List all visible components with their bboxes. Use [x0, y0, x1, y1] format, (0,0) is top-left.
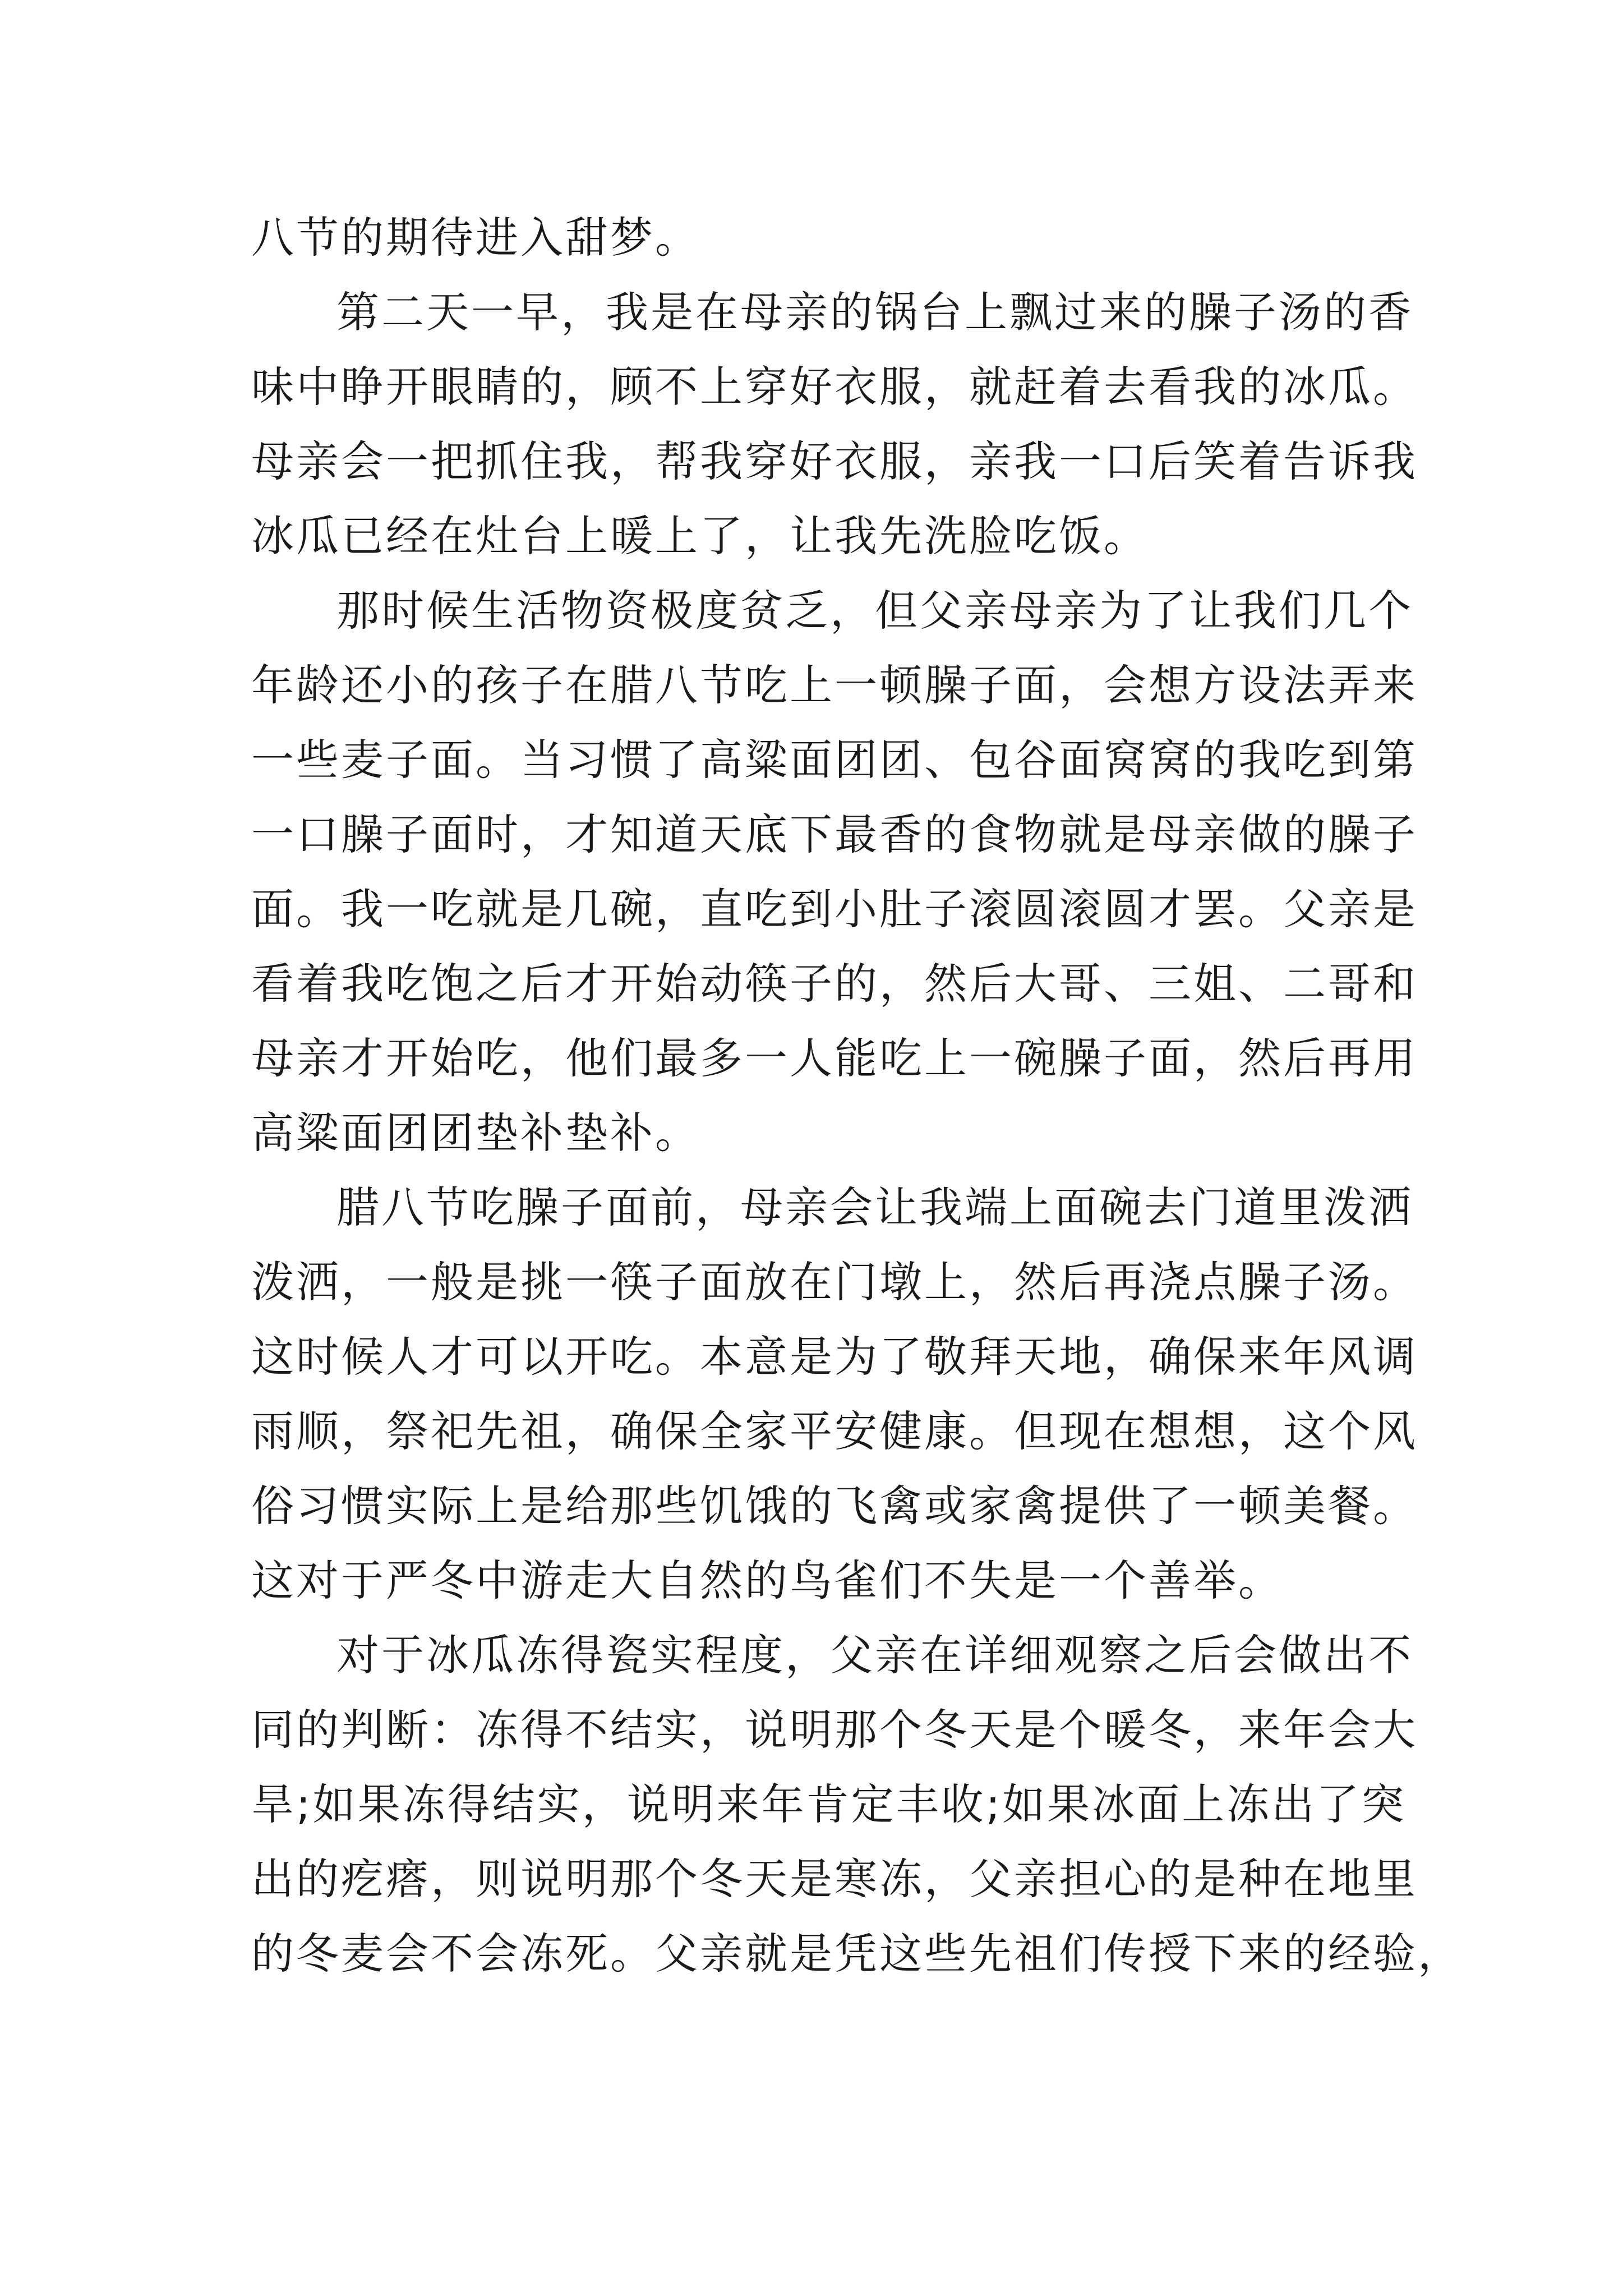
text-line: 对于冰瓜冻得瓷实程度，父亲在详细观察之后会做出不	[336, 1630, 1413, 1680]
text-line: 一些麦子面。当习惯了高粱面团团、包谷面窝窝的我吃到第	[251, 735, 1418, 785]
text-line: 看着我吃饱之后才开始动筷子的，然后大哥、三姐、二哥和	[251, 959, 1418, 1009]
text-line: 味中睁开眼睛的，顾不上穿好衣服，就赶着去看我的冰瓜。	[251, 362, 1418, 412]
text-line: 一口臊子面时，才知道天底下最香的食物就是母亲做的臊子	[251, 809, 1418, 859]
text-line: 面。我一吃就是几碗，直吃到小肚子滚圆滚圆才罢。父亲是	[251, 884, 1418, 934]
text-line: 腊八节吃臊子面前，母亲会让我端上面碗去门道里泼洒	[336, 1182, 1413, 1232]
text-line: 母亲会一把抓住我，帮我穿好衣服，亲我一口后笑着告诉我	[251, 436, 1418, 486]
text-line: 旱;如果冻得结实，说明来年肯定丰收;如果冰面上冻出了突	[251, 1779, 1407, 1829]
text-line: 俗习惯实际上是给那些饥饿的飞禽或家禽提供了一顿美餐。	[251, 1481, 1418, 1531]
text-line: 的冬麦会不会冻死。父亲就是凭这些先祖们传授下来的经验，	[251, 1929, 1463, 1978]
text-line: 冰瓜已经在灶台上暖上了，让我先洗脸吃饭。	[251, 511, 1149, 561]
text-line: 那时候生活物资极度贫乏，但父亲母亲为了让我们几个	[336, 586, 1413, 636]
text-line: 泼洒，一般是挑一筷子面放在门墩上，然后再浇点臊子汤。	[251, 1257, 1418, 1307]
text-line: 母亲才开始吃，他们最多一人能吃上一碗臊子面，然后再用	[251, 1033, 1418, 1083]
text-line: 第二天一早，我是在母亲的锅台上飘过来的臊子汤的香	[336, 287, 1413, 337]
text-line: 八节的期待进入甜梦。	[251, 213, 700, 263]
text-line: 出的疙瘩，则说明那个冬天是寒冻，父亲担心的是种在地里	[251, 1854, 1418, 1904]
text-line: 高粱面团团垫补垫补。	[251, 1108, 700, 1158]
text-line: 这时候人才可以开吃。本意是为了敬拜天地，确保来年风调	[251, 1332, 1418, 1382]
text-line: 年龄还小的孩子在腊八节吃上一顿臊子面，会想方设法弄来	[251, 660, 1418, 710]
text-line: 同的判断：冻得不结实，说明那个冬天是个暖冬，来年会大	[251, 1705, 1418, 1755]
text-line: 这对于严冬中游走大自然的鸟雀们不失是一个善举。	[251, 1556, 1283, 1605]
text-line: 雨顺，祭祀先祖，确保全家平安健康。但现在想想，这个风	[251, 1406, 1418, 1456]
